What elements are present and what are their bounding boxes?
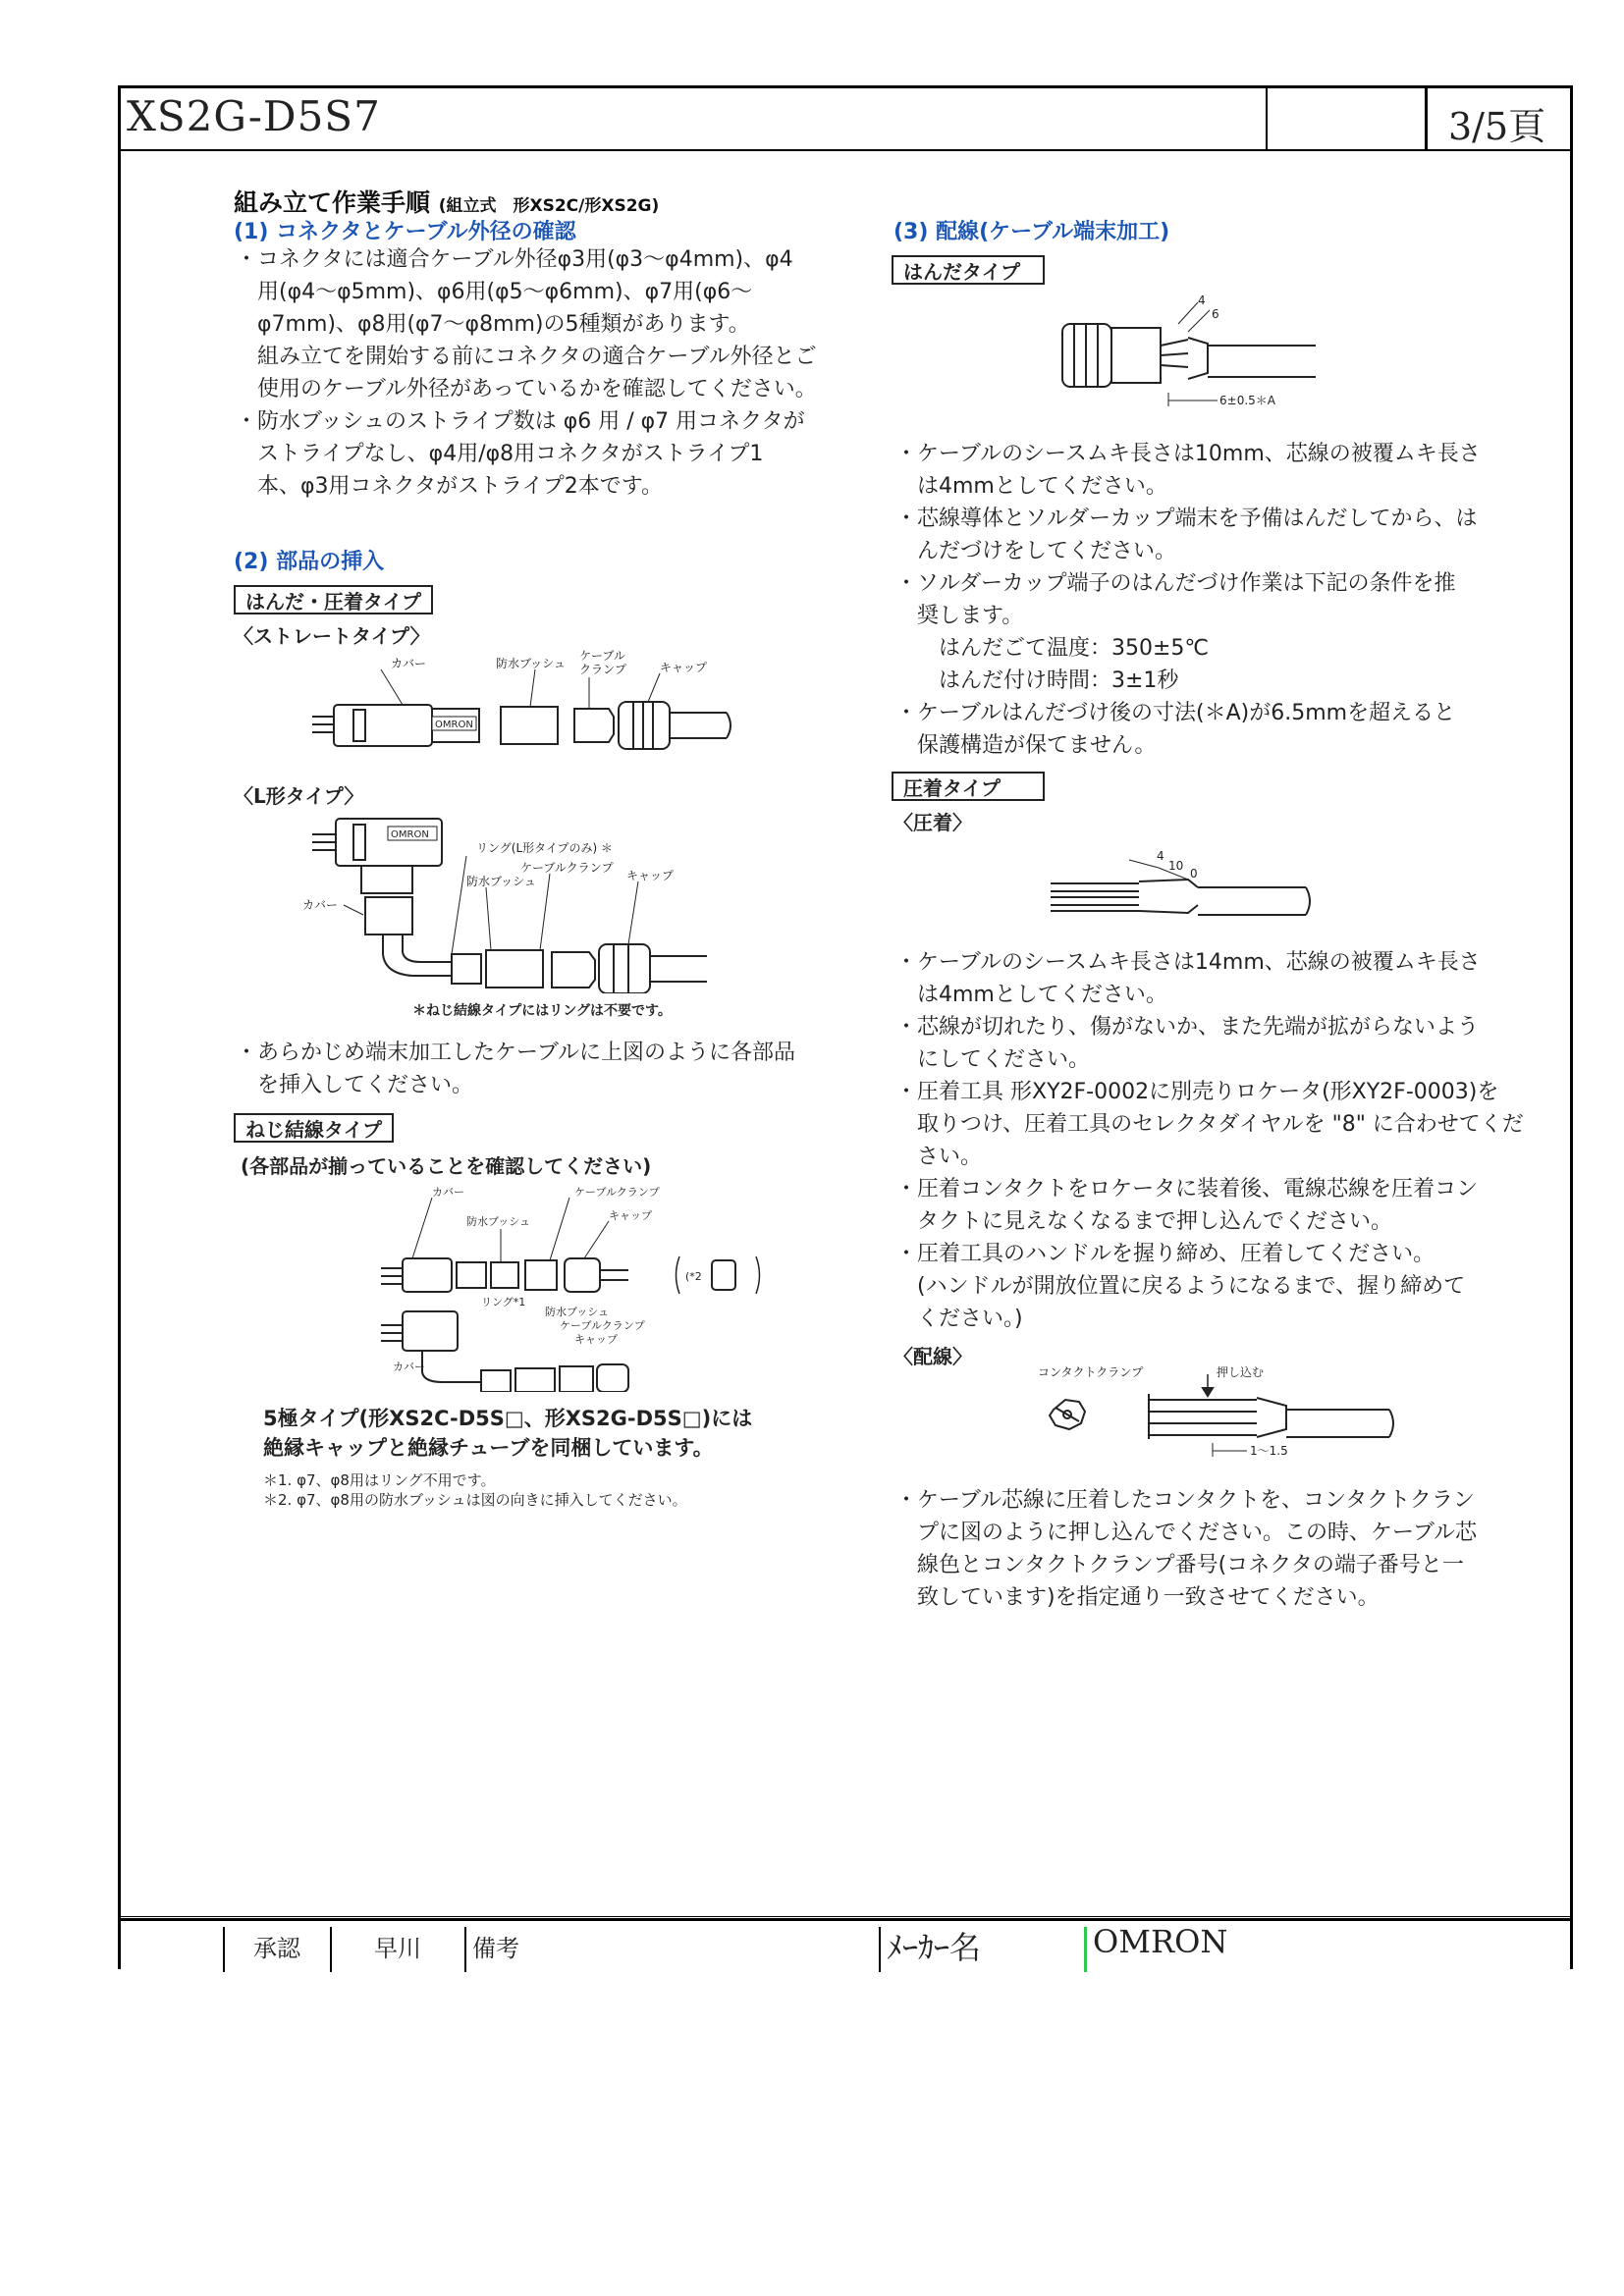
fig4-dim1: 4 xyxy=(1198,294,1206,307)
section-1-body xyxy=(236,243,864,503)
body-line: ・コネクタには適合ケーブル外径φ3用(φ3～φ4mm)、φ4 xyxy=(236,247,793,272)
footnotes xyxy=(263,1470,687,1510)
body-line: タクトに見えなくなるまで押し込んでください。 xyxy=(895,1209,1393,1234)
section-2-title: (2) 部品の挿入 xyxy=(234,550,385,574)
body-line: ・防水ブッシュのストライプ数は φ6 用 / φ7 用コネクタが xyxy=(236,409,805,434)
fig1-clamp-label-2: クランプ xyxy=(579,663,627,676)
l-type-label: 〈L形タイプ〉 xyxy=(234,784,364,808)
footnote-line: ＊2. φ7、φ8用の防水ブッシュは図の向きに挿入してください。 xyxy=(263,1491,687,1509)
omron-logo-text-2: OMRON xyxy=(391,829,429,840)
page-number: 3/5頁 xyxy=(1448,105,1546,148)
body-line: ・ケーブル芯線に圧着したコンタクトを、コンタクトクラン xyxy=(895,1488,1475,1513)
fig3-cover-label: カバー xyxy=(432,1186,464,1199)
section-1-title: (1) コネクタとケーブル外径の確認 xyxy=(234,220,576,244)
fig5-dim2: 10 xyxy=(1168,859,1184,873)
fig6-clamp-label: コンタクトクランプ xyxy=(1038,1365,1144,1379)
footer-maker: OMRON xyxy=(1093,1923,1228,1960)
body-line: 使用のケーブル外径があっているかを確認してください。 xyxy=(236,377,817,401)
body-line: は4mmとしてください。 xyxy=(895,474,1167,499)
body-line: ・ケーブルのシースムキ長さは14mm、芯線の被覆ムキ長さ xyxy=(895,950,1481,975)
footer-name: 早川 xyxy=(374,1935,421,1962)
straight-type-figure xyxy=(295,648,746,766)
body-line: さい。 xyxy=(895,1145,983,1169)
footnote-line: ＊1. φ7、φ8用はリング不用です。 xyxy=(263,1471,496,1489)
fig3-clamp-label: ケーブルクランプ xyxy=(574,1186,660,1199)
footer-divider xyxy=(223,1927,225,1972)
header-bar xyxy=(121,88,1570,151)
wiring-label: 〈配線〉 xyxy=(893,1345,972,1368)
body-line: プに図のように押し込んでください。この時、ケーブル芯 xyxy=(895,1521,1478,1545)
fig4-dim-label: 6±0.5＊A xyxy=(1219,394,1275,407)
section-2-body xyxy=(236,1037,864,1101)
fig2-clamp-label: ケーブルクランプ xyxy=(520,861,614,875)
body-line: ・芯線が切れたり、傷がないか、また先端が拡がらないよう xyxy=(895,1015,1480,1040)
body-line: 保護構造が保てません。 xyxy=(895,733,1157,758)
body-line: 本、φ3用コネクタがストライプ2本です。 xyxy=(236,474,663,499)
body-line: にしてください。 xyxy=(895,1047,1091,1072)
crimp-type-label: 圧着タイプ xyxy=(892,772,1045,801)
body-line: ・あらかじめ端末加工したケーブルに上図のように各部品 xyxy=(236,1041,796,1065)
fig2-note: ＊ねじ結線タイプにはリングは不要です。 xyxy=(412,1003,672,1019)
fig6-dim-label: 1～1.5 xyxy=(1250,1444,1288,1458)
body-line: 線色とコンタクトクランプ番号(コネクタの端子番号と一 xyxy=(895,1553,1464,1577)
body-line: ・ケーブルはんだづけ後の寸法(＊A)が6.5mmを超えると xyxy=(895,701,1456,725)
fig1-cap-label: キャップ xyxy=(660,661,708,674)
body-line: (ハンドルが開放位置に戻るようになるまで、握り締めて xyxy=(895,1274,1466,1299)
fig3-ring-label: リング*1 xyxy=(481,1296,526,1308)
body-line: はんだ付け時間：3±1秒 xyxy=(895,668,1179,693)
crimp-label: 〈圧着〉 xyxy=(893,811,972,834)
fig1-cover-label: カバー xyxy=(391,657,427,670)
footer-maker-label: ﾒｰｶｰ名 xyxy=(887,1929,982,1966)
bold-line: 5極タイプ(形XS2C-D5S□、形XS2G-D5S□)には xyxy=(263,1407,753,1430)
fig3-bush2-label: 防水ブッシュ xyxy=(545,1306,610,1318)
bold-line: 絶縁キャップと絶縁チューブを同梱しています。 xyxy=(263,1436,714,1460)
footer-approve: 承認 xyxy=(253,1935,300,1962)
crimp-figure xyxy=(1041,832,1326,940)
fig2-bush-label: 防水ブッシュ xyxy=(466,875,536,888)
fig3-star2-label: (*2 xyxy=(685,1270,702,1283)
body-line: ・圧着工具のハンドルを握り締め、圧着してください。 xyxy=(895,1242,1435,1266)
body-line: φ7mm)、φ8用(φ7～φ8mm)の5種類があります。 xyxy=(236,312,750,337)
l-type-figure xyxy=(295,807,746,993)
fig3-bush-label: 防水ブッシュ xyxy=(466,1215,531,1228)
five-pole-note xyxy=(263,1404,752,1463)
doc-title: XS2G-D5S7 xyxy=(127,92,381,140)
body-line: ・圧着コンタクトをロケータに装着後、電線芯線を圧着コン xyxy=(895,1177,1479,1201)
omron-logo-text: OMRON xyxy=(435,720,473,730)
footer-divider xyxy=(879,1927,881,1972)
section-5-body xyxy=(895,1484,1524,1614)
body-line: 奨します。 xyxy=(895,604,1024,628)
fig3-cap-label: キャップ xyxy=(609,1209,652,1222)
screw-type-figure xyxy=(373,1186,805,1392)
body-line: ・ケーブルのシースムキ長さは10mm、芯線の被覆ムキ長さ xyxy=(895,442,1481,466)
procedure-title xyxy=(234,184,659,219)
body-line: を挿入してください。 xyxy=(236,1073,474,1097)
footer-divider-green xyxy=(1084,1927,1087,1972)
solder-figure xyxy=(1051,294,1345,422)
body-line: ストライプなし、φ4用/φ8用コネクタがストライプ1 xyxy=(236,442,764,466)
footer-divider xyxy=(330,1927,332,1972)
fig1-bush-label: 防水ブッシュ xyxy=(496,657,566,670)
body-line: 用(φ4～φ5mm)、φ6用(φ5～φ6mm)、φ7用(φ6～ xyxy=(236,280,753,304)
solder-type-label: はんだタイプ xyxy=(892,255,1045,285)
body-line: 取りつけ、圧着工具のセレクタダイヤルを "8" に合わせてくだ xyxy=(895,1112,1524,1137)
body-line: 組み立てを開始する前にコネクタの適合ケーブル外径とご xyxy=(236,345,817,369)
body-line: ください。) xyxy=(895,1307,1023,1331)
fig2-ring-label: リング(L形タイプのみ) ＊ xyxy=(476,841,614,855)
body-line: は4mmとしてください。 xyxy=(895,983,1167,1007)
fig2-cap-label: キャップ xyxy=(626,869,675,882)
fig1-clamp-label-1: ケーブル xyxy=(579,649,625,663)
header-cell-blank xyxy=(1266,88,1425,149)
fig5-dim3: 0 xyxy=(1190,867,1198,881)
body-line: ・芯線導体とソルダーカップ端末を予備はんだしてから、は xyxy=(895,507,1478,531)
straight-type-label: 〈ストレートタイプ〉 xyxy=(234,624,430,648)
screw-type-label: ねじ結線タイプ xyxy=(234,1113,394,1143)
fig3-cap2-label: キャップ xyxy=(574,1333,618,1346)
body-line: 致しています)を指定通り一致させてください。 xyxy=(895,1585,1380,1610)
fig6-push-label: 押し込む xyxy=(1217,1365,1265,1379)
fig2-cover-label: カバー xyxy=(302,898,339,912)
section-3-title: (3) 配線(ケーブル端末加工) xyxy=(893,220,1170,244)
body-line: ・ソルダーカップ端子のはんだづけ作業は下記の条件を推 xyxy=(895,571,1456,596)
fig5-dim1: 4 xyxy=(1157,849,1164,863)
solder-crimp-type-label: はんだ・圧着タイプ xyxy=(234,585,433,614)
fig4-dim2: 6 xyxy=(1212,307,1219,321)
footer-divider xyxy=(464,1927,466,1972)
body-line: ・圧着工具 形XY2F-0002に別売りロケータ(形XY2F-0003)を xyxy=(895,1080,1499,1104)
confirm-parts-text: (各部品が揃っていることを確認してください) xyxy=(241,1154,652,1178)
body-line: はんだごて温度：350±5℃ xyxy=(895,636,1210,661)
fig3-clamp2-label: ケーブルクランプ xyxy=(560,1319,645,1332)
body-line: んだづけをしてください。 xyxy=(895,539,1177,563)
procedure-title-text: 組み立て作業手順 xyxy=(234,188,431,217)
footer-remarks: 備考 xyxy=(472,1935,519,1962)
procedure-title-sub: (組立式 形XS2C/形XS2G) xyxy=(438,196,660,216)
section-3-body xyxy=(895,438,1524,762)
footer-bar xyxy=(118,1916,1573,1969)
section-4-body xyxy=(895,946,1524,1335)
wiring-figure xyxy=(1036,1361,1409,1478)
fig3-cover2-label: カバー xyxy=(393,1361,425,1373)
